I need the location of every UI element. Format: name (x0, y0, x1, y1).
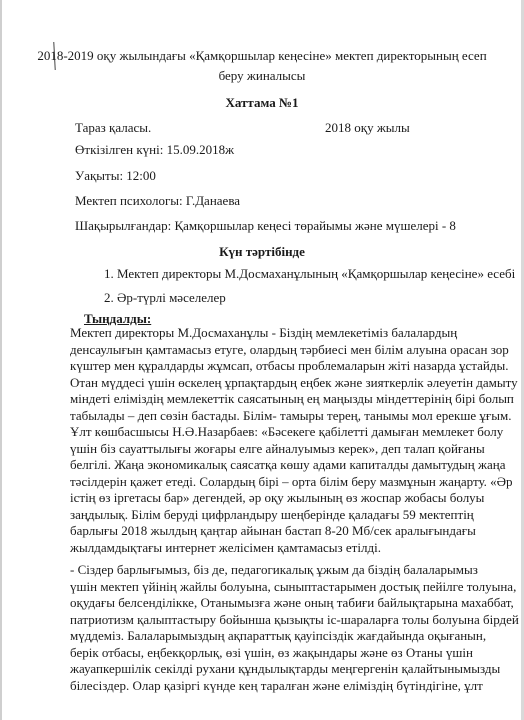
text-line: Ұлт көшбасшысы Н.Ә.Назарбаев: «Бәсекеге қабілетті дамыған мемлекет болу (70, 424, 504, 439)
city: Тараз қаласы. (75, 120, 152, 135)
title-line-2: беру жиналысы (218, 68, 306, 83)
year: 2018 оқу жылы (325, 120, 410, 135)
text-line: міндеті еліміздің мемлекеттік саясатының ең маңызды міндеттерінің бірі болып (70, 391, 514, 406)
text-line: білесіздер. Олар қазіргі күнде кең таралған және еліміздің бүтіндігіне, ұлт (70, 677, 483, 693)
agenda-item-2: 2. Әр-түрлі мәселелер (104, 290, 226, 305)
text-line: денсаулығын қамтамасыз етуге, олардың тәрбиесі мен білім алуына орасан зор (70, 341, 509, 357)
school-psychologist: Мектеп психологы: Г.Данаева (75, 193, 241, 208)
text-line: патриотизм қалыптастыру бойынша қызықты іс-шараларға толы болуына бірдей (70, 611, 519, 627)
text-line: тәсілдерін қажет етеді. Солардың бірі – орта білім беру мазмұнын жаңарту. «Әр (70, 473, 513, 489)
text-line: берік отбасы, еңбекқорлық, өзі үшін, өз жақындары және өз Отаны үшін (70, 644, 473, 660)
text-line: күштер мен құралдарды жұмсап, отбасы проблемаларын жіті назарда ұстайды. (70, 358, 509, 373)
text-line: үшін мектеп үйінің жайлы болуына, сыныптастарымен достық пейілге толуына, (70, 578, 517, 594)
meeting-time: Уақыты: 12:00 (75, 168, 156, 183)
meeting-date: Өткізілген күні: 15.09.2018ж (75, 142, 235, 157)
title-line-1: 2018-2019 оқу жылындағы «Қамқоршылар кеңесіне» мектеп директорының есеп (37, 48, 487, 63)
text-line: барлығы 2018 жылдың қаңтар айынан бастап 8-20 Мб/сек аралығындағы (70, 523, 476, 538)
text-line: үшін біз сауаттылығы жоғары елге айналуымыз керек», деп талап қойғаны (70, 440, 485, 456)
text-line: белгілі. Жаңа экономикалық саясатқа көшу адами капиталды дамытудың жаңа (70, 457, 506, 472)
text-line: Мектеп директоры М.Досмаханұлы - Біздің мемлекетіміз балалардың (70, 325, 458, 340)
heard-heading: Тыңдалды: (84, 311, 152, 326)
text-line: мүддеміз. Балаларымыздың ақпараттық қауіпсіздік жағдайында оқығанын, (70, 628, 487, 643)
invited-attendees: Шақырылғандар: Қамқоршылар кеңесі төрайымы және мүшелері - 8 (75, 218, 456, 233)
paragraph-2 (70, 562, 519, 694)
text-line: табылады – деп сөзін бастады. Білім- тамыры терең, танымы мол ерекше ұғым. (70, 407, 512, 423)
agenda-heading: Күн тәртібінде (219, 244, 305, 259)
agenda-item-1: 1. Мектеп директоры М.Досмаханұлының «Қамқоршылар кеңесіне» есебі (104, 266, 516, 281)
text-line: жылдамдықтағы интернет желісімен қамтамасыз етілді. (70, 539, 381, 555)
text-line: істің өз іргетасы бар» дегендей, әр оқу жылының өз жоспар жобасы болуы (70, 490, 485, 505)
protocol-number: Хаттама №1 (225, 95, 299, 110)
text-line: оқудағы белсенділікке, Отанымызға және оның табиғи байлықтарына махаббат, (70, 595, 514, 610)
text-line: жауапкершілік секілді рухани құндылықтарды меңгергенін қалайтынымызды (70, 661, 501, 676)
text-line: заңдылық. Білім беруді цифрландыру шеңберінде қаладағы 59 мектептің (70, 506, 474, 522)
text-line: Отан мүддесі үшін өскелең ұрпақтардың еңбек және зияткерлік әлеуетін дамыту (70, 374, 518, 390)
text-line: - Сіздер барлығымыз, біз де, педагогикалық ұжым да біздің балаларымыз (70, 562, 478, 577)
paragraph-1 (70, 325, 518, 556)
